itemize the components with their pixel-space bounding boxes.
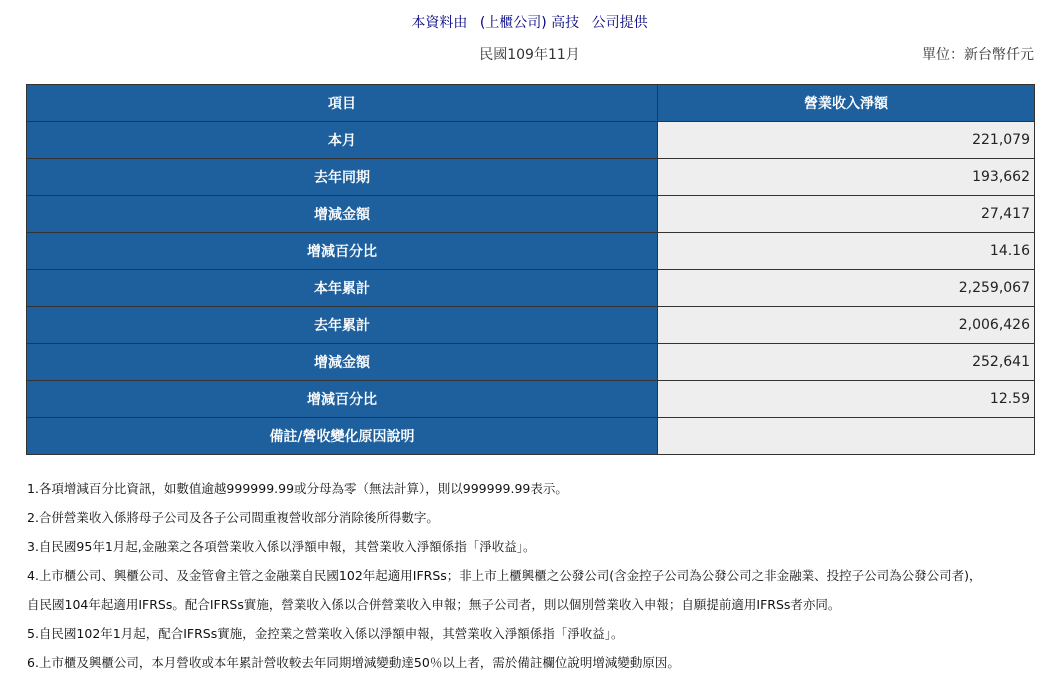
table-row — [27, 270, 1035, 307]
table-row — [27, 307, 1035, 344]
revenue-table — [26, 84, 1035, 455]
note-item: 自民國104年起適用IFRSs。配合IFRSs實施，營業收入係以合併營業收入申報；無子公司者，則以個別營業收入申報；自願提前適用IFRSs者亦同。 — [27, 597, 841, 612]
column-header-revenue: 營業收入淨額 — [658, 85, 1035, 122]
row-label: 本月 — [27, 122, 658, 159]
row-label: 去年累計 — [27, 307, 658, 344]
table-row — [27, 233, 1035, 270]
row-value: 27,417 — [658, 196, 1035, 233]
table-header-row — [27, 85, 1035, 122]
table-row — [27, 159, 1035, 196]
row-label: 增減百分比 — [27, 381, 658, 418]
unit-label: 單位：新台幣仟元 — [922, 47, 1034, 63]
row-value: 252,641 — [658, 344, 1035, 381]
page-header — [0, 12, 1059, 32]
row-label: 本年累計 — [27, 270, 658, 307]
note-item: 5.自民國102年1月起，配合IFRSs實施，金控業之營業收入係以淨額申報，其營業收入淨額係指「淨收益」。 — [27, 626, 624, 641]
row-value: 2,259,067 — [658, 270, 1035, 307]
table-row — [27, 381, 1035, 418]
table-row — [27, 418, 1035, 455]
row-value: 221,079 — [658, 122, 1035, 159]
notes-section — [27, 474, 1037, 677]
table-row — [27, 344, 1035, 381]
row-label: 備註/營收變化原因說明 — [27, 418, 658, 455]
row-label: 去年同期 — [27, 159, 658, 196]
header-company: (上櫃公司) 高技 — [479, 15, 580, 31]
row-label: 增減百分比 — [27, 233, 658, 270]
header-suffix: 公司提供 — [591, 15, 648, 31]
column-header-item: 項目 — [27, 85, 658, 122]
note-item: 6.上市櫃及興櫃公司，本月營收或本年累計營收較去年同期增減變動達50％以上者，需於備註欄位說明增減變動原因。 — [27, 655, 680, 670]
note-item: 3.自民國95年1月起,金融業之各項營業收入係以淨額申報，其營業收入淨額係指「淨收益」。 — [27, 539, 536, 554]
row-value: 12.59 — [658, 381, 1035, 418]
table-row — [27, 122, 1035, 159]
note-item: 4.上市櫃公司、興櫃公司、及金管會主管之金融業自民國102年起適用IFRSs；非上市上櫃興櫃之公發公司(含金控子公司為公發公司之非金融業、投控子公司為公發公司者)， — [27, 568, 982, 583]
row-label: 增減金額 — [27, 196, 658, 233]
row-value: 2,006,426 — [658, 307, 1035, 344]
row-value: 14.16 — [658, 233, 1035, 270]
header-prefix: 本資料由 — [411, 15, 468, 31]
table-row — [27, 196, 1035, 233]
row-value — [658, 418, 1035, 455]
row-value: 193,662 — [658, 159, 1035, 196]
note-item: 1.各項增減百分比資訊，如數值逾越999999.99或分母為零（無法計算），則以999999.99表示。 — [27, 481, 568, 496]
row-label: 增減金額 — [27, 344, 658, 381]
note-item: 2.合併營業收入係將母子公司及各子公司間重複營收部分消除後所得數字。 — [27, 510, 439, 525]
report-period: 民國109年11月 — [479, 47, 580, 63]
